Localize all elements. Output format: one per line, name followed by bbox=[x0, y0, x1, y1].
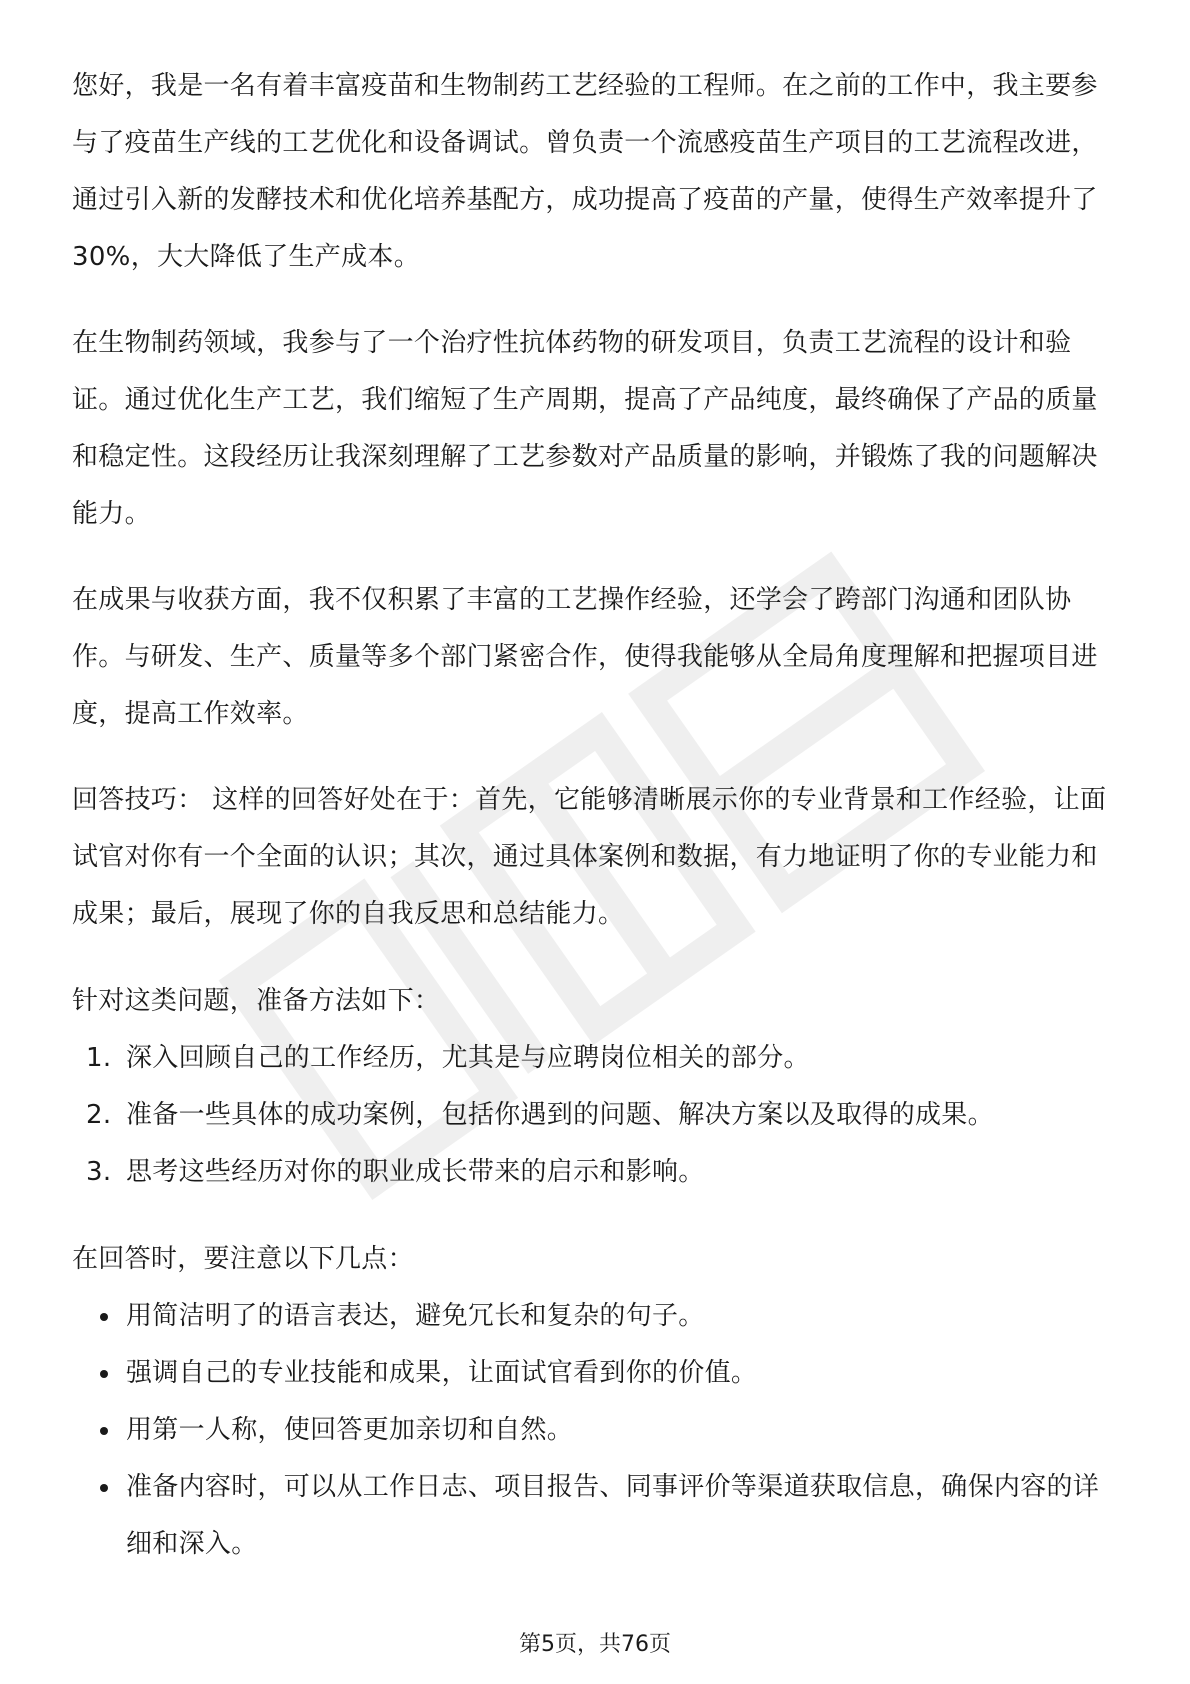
bullet-dot-icon bbox=[100, 1484, 108, 1492]
ordered-list bbox=[72, 1030, 1118, 1201]
list-item bbox=[72, 1402, 1118, 1459]
paragraph-intro: 您好，我是一名有着丰富疫苗和生物制药工艺经验的工程师。在之前的工作中，我主要参与了疫苗生产线的工艺优化和设备调试。曾负责一个流感疫苗生产项目的工艺流程改进，通过引入新的发酵技术和优化培养基配方，成功提高了疫苗的产量，使得生产效率提升了30%，大大降低了生产成本。 bbox=[72, 71, 1098, 272]
document-page bbox=[72, 58, 1118, 1573]
list-item-text: 深入回顾自己的工作经历，尤其是与应聘岗位相关的部分。 bbox=[126, 1043, 810, 1073]
paragraph-biopharma: 在生物制药领域，我参与了一个治疗性抗体药物的研发项目，负责工艺流程的设计和验证。通过优化生产工艺，我们缩短了生产周期，提高了产品纯度，最终确保了产品的质量和稳定性。这段经历让我深刻理解了工艺参数对产品质量的影响，并锻炼了我的问题解决能力。 bbox=[72, 328, 1098, 529]
list-item-text: 强调自己的专业技能和成果，让面试官看到你的价值。 bbox=[126, 1358, 758, 1388]
list-item bbox=[72, 1144, 1118, 1201]
page-number-footer: 第5页，共76页 bbox=[519, 1632, 671, 1657]
list-marker: 1. bbox=[86, 1043, 112, 1073]
list-item bbox=[72, 1030, 1118, 1087]
paragraph-answer-tips: 回答技巧： 这样的回答好处在于：首先，它能够清晰展示你的专业背景和工作经验，让面试官对你有一个全面的认识；其次，通过具体案例和数据，有力地证明了你的专业能力和成果；最后，展现了你的自我反思和总结能力。 bbox=[72, 785, 1107, 929]
list-item bbox=[72, 1459, 1118, 1573]
list-marker: 3. bbox=[86, 1157, 112, 1187]
list-item-text: 准备一些具体的成功案例，包括你遇到的问题、解决方案以及取得的成果。 bbox=[126, 1100, 994, 1130]
list-item bbox=[72, 1087, 1118, 1144]
list-item bbox=[72, 1345, 1118, 1402]
paragraph-achievements: 在成果与收获方面，我不仅积累了丰富的工艺操作经验，还学会了跨部门沟通和团队协作。与研发、生产、质量等多个部门紧密合作，使得我能够从全局角度理解和把握项目进度，提高工作效率。 bbox=[72, 585, 1098, 729]
paragraph-prep-intro: 针对这类问题，准备方法如下： bbox=[72, 986, 441, 1016]
list-item-text: 思考这些经历对你的职业成长带来的启示和影响。 bbox=[126, 1157, 705, 1187]
list-marker: 2. bbox=[86, 1100, 112, 1130]
list-item-text: 准备内容时，可以从工作日志、项目报告、同事评价等渠道获取信息，确保内容的详细和深入。 bbox=[126, 1472, 1100, 1559]
bullet-dot-icon bbox=[100, 1370, 108, 1378]
bullet-dot-icon bbox=[100, 1427, 108, 1435]
list-item bbox=[72, 1288, 1118, 1345]
paragraph-notes-intro: 在回答时，要注意以下几点： bbox=[72, 1244, 414, 1274]
list-item-text: 用第一人称，使回答更加亲切和自然。 bbox=[126, 1415, 574, 1445]
bullet-dot-icon bbox=[100, 1313, 108, 1321]
bullet-list bbox=[72, 1288, 1118, 1573]
list-item-text: 用简洁明了的语言表达，避免冗长和复杂的句子。 bbox=[126, 1301, 705, 1331]
